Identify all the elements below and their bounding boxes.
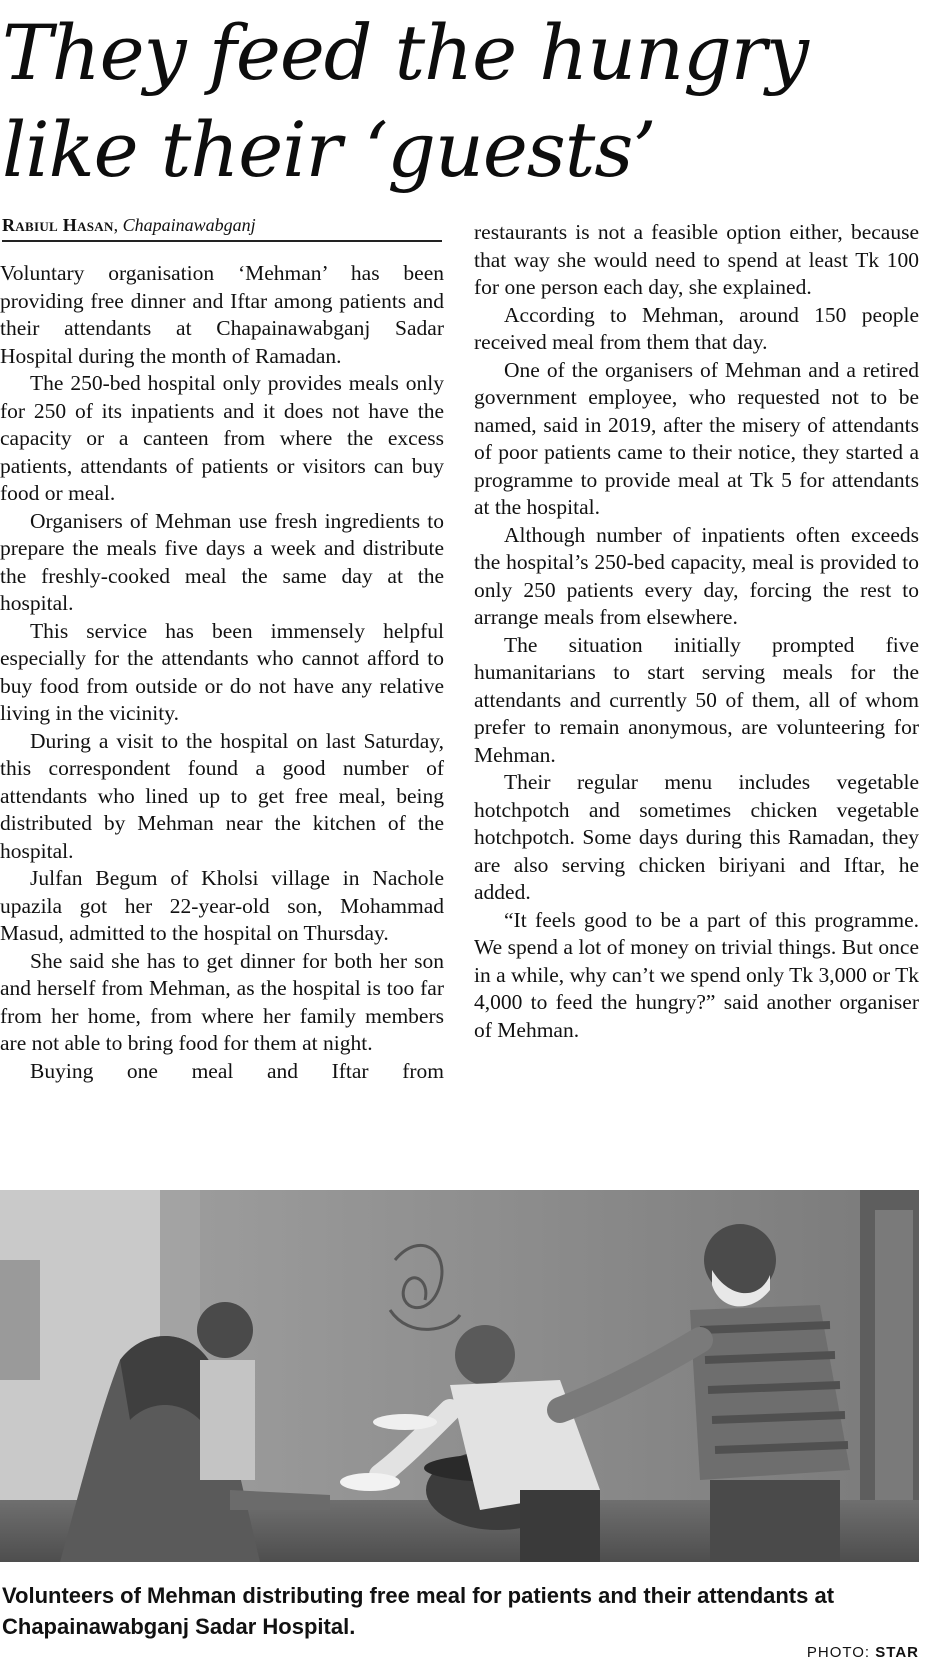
byline: Rabiul Hasan, Chapainawabganj [2,214,442,242]
article-column-left [0,260,444,1085]
paragraph: Voluntary organisation ‘Mehman’ has been providing free dinner and Iftar among patients and their attendants at Chapainawabganj Sadar Hospital during the month of Ramadan. [0,261,444,368]
article-column-right [474,219,919,1044]
paragraph: Although number of inpatients often exceeds the hospital’s 250-bed capacity, meal is provided to only 250 patients every day, forcing the rest to arrange meals from elsewhere. [474,522,919,629]
paragraph: The 250-bed hospital only provides meals only for 250 of its inpatients and it does not have the capacity or a canteen from where the excess patients, attendants of patients or visitors can buy food or meal. [0,371,444,505]
paragraph: Julfan Begum of Kholsi village in Nachole upazila got her 22-year-old son, Mohammad Masud, admitted to the hospital on Thursday. [0,866,444,945]
photo-credit-label: PHOTO: [806,1644,871,1661]
paragraph: The situation initially prompted five humanitarians to start serving meals for the attendants and currently 50 of them, all of whom prefer to remain anonymous, are volunteering for Mehman. [474,632,919,767]
paragraph: During a visit to the hospital on last Saturday, this correspondent found a good number of attendants who lined up to get free meal, being distributed by Mehman near the kitchen of the hospital. [0,728,444,863]
news-photo [0,1190,919,1562]
paragraph: “It feels good to be a part of this programme. We spend a lot of money on trivial things. But once in a while, why can’t we spend only Tk 3,000 or Tk 4,000 to feed the hungry?” said another organiser of Mehman. [474,907,919,1042]
photo-credit-source: STAR [875,1644,919,1661]
paragraph: According to Mehman, around 150 people received meal from them that day. [474,302,919,354]
paragraph: restaurants is not a feasible option either, because that way she would need to spend at least Tk 100 for one person each day, she explained. [474,220,919,299]
photo-caption: Volunteers of Mehman distributing free meal for patients and their attendants at Chapainawabganj Sadar Hospital. [2,1583,835,1639]
byline-location: Chapainawabganj [122,215,256,235]
photo-credit [807,1644,919,1661]
paragraph: Their regular menu includes vegetable hotchpotch and sometimes chicken vegetable hotchpotch. Some days during this Ramadan, they are also serving chicken biriyani and Iftar, he added. [474,770,919,904]
headline: They feed the hungry like their ‘guests’ [2,8,808,194]
paragraph: She said she has to get dinner for both her son and herself from Mehman, as the hospital is too far from her home, from where her family members are not able to bring food for them at night. [0,948,444,1055]
byline-author: Rabiul Hasan [2,215,114,235]
paragraph: One of the organisers of Mehman and a retired government employee, who requested not to be named, said in 2019, after the misery of attendants of poor patients came to their notice, they started a programme to provide meal at Tk 5 for attendants at the hospital. [474,357,919,519]
paragraph: Buying one meal and Iftar from [30,1058,444,1083]
paragraph: This service has been immensely helpful especially for the attendants who cannot afford to buy food from outside or do not have any relative living in the vicinity. [0,618,444,725]
photo-illustration [0,1190,919,1562]
paragraph: Organisers of Mehman use fresh ingredients to prepare the meals five days a week and distribute the freshly-cooked meal the same day at the hospital. [0,508,444,615]
